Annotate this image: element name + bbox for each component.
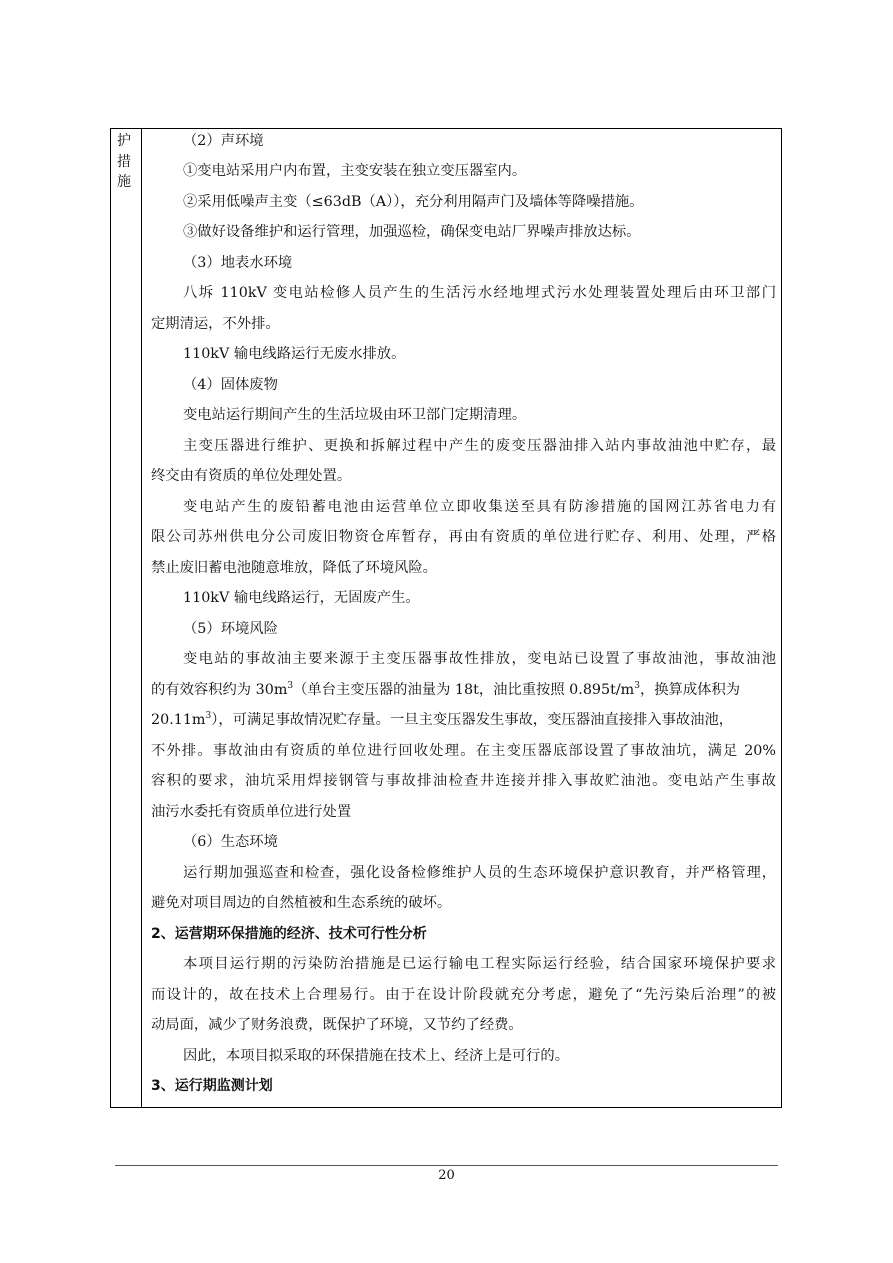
section-heading-water: （3）地表水环境 bbox=[183, 255, 293, 271]
paragraph-line: 油污水委托有资质单位进行处置 bbox=[151, 804, 352, 820]
paragraph-line: 变电站运行期间产生的生活垃圾由环卫部门定期清理。 bbox=[183, 407, 527, 423]
paragraph-line: 而设计的，故在技术上合理易行。由于在设计阶段就充分考虑，避免了“先污染后治理”的被 bbox=[151, 987, 776, 1003]
paragraph-line: 110kV 输电线路运行无废水排放。 bbox=[183, 346, 406, 362]
paragraph-line: 动局面，减少了财务浪费，既保护了环境，又节约了经费。 bbox=[151, 1017, 523, 1033]
section-heading-solid: （4）固体废物 bbox=[183, 377, 278, 393]
paragraph-line: ③做好设备维护和运行管理，加强巡检，确保变电站厂界噪声排放达标。 bbox=[183, 224, 641, 240]
content-table bbox=[110, 128, 782, 1108]
side-label-char: 措 bbox=[117, 154, 131, 170]
section-heading-noise: （2）声环境 bbox=[183, 133, 264, 149]
paragraph-line: 110kV 输电线路运行，无固废产生。 bbox=[183, 590, 420, 606]
paragraph-line: 运行期加强巡查和检查，强化设备检修维护人员的生态环境保护意识教育，并严格管理， bbox=[183, 865, 776, 881]
paragraph-line: 限公司苏州供电分公司废旧物资仓库暂存，再由有资质的单位进行贮存、利用、处理，严格 bbox=[151, 529, 776, 545]
paragraph-line: ①变电站采用户内布置，主变安装在独立变压器室内。 bbox=[183, 163, 527, 179]
paragraph-line: $20.11m^3$），可满足事故情况贮存量。一旦主变压器发生事故，变压器油直接排入事故油池， bbox=[151, 711, 734, 728]
section-heading-risk: （5）环境风险 bbox=[183, 621, 278, 637]
paragraph-line: 禁止废旧蓄电池随意堆放，降低了环境风险。 bbox=[151, 560, 437, 576]
side-label-char: 护 bbox=[117, 133, 131, 149]
paragraph-line: 本项目运行期的污染防治措施是已运行输电工程实际运行经验，结合国家环境保护要求 bbox=[183, 956, 776, 972]
paragraph-line: 避免对项目周边的自然植被和生态系统的破坏。 bbox=[151, 895, 452, 911]
paragraph-line: 的有效容积约为 $30m^3$（单台主变压器的油量为 18t，油比重按照 $0.895t/m^3$，换算成体积为 bbox=[151, 681, 741, 698]
paragraph-line: 容积的要求，油坑采用焊接钢管与事故排油检查井连接并排入事故贮油池。变电站产生事故 bbox=[151, 773, 776, 789]
side-label-cell bbox=[111, 129, 142, 1107]
side-label-char: 施 bbox=[117, 174, 131, 190]
paragraph-line: 不外排。事故油由有资质的单位进行回收处理。在主变压器底部设置了事故油坑，满足 20% bbox=[151, 743, 776, 759]
heading-feasibility: 2、运营期环保措施的经济、技术可行性分析 bbox=[151, 926, 427, 942]
paragraph-line: 变电站产生的废铅蓄电池由运营单位立即收集送至具有防渗措施的国网江苏省电力有 bbox=[183, 499, 776, 515]
footer-divider bbox=[115, 1165, 778, 1166]
page-number: 20 bbox=[438, 1168, 455, 1183]
paragraph-line: 终交由有资质的单位处理处置。 bbox=[151, 468, 352, 484]
paragraph-line: 八坼 110kV 变电站检修人员产生的生活污水经地埋式污水处理装置处理后由环卫部门 bbox=[183, 285, 776, 301]
paragraph-line: 因此，本项目拟采取的环保措施在技术上、经济上是可行的。 bbox=[183, 1048, 570, 1064]
paragraph-line: 主变压器进行维护、更换和拆解过程中产生的废变压器油排入站内事故油池中贮存，最 bbox=[183, 438, 776, 454]
paragraph-line: ②采用低噪声主变（≤63dB（A）），充分利用隔声门及墙体等降噪措施。 bbox=[183, 194, 644, 210]
section-heading-eco: （6）生态环境 bbox=[183, 834, 278, 850]
heading-monitoring: 3、运行期监测计划 bbox=[151, 1078, 273, 1094]
paragraph-line: 定期清运，不外排。 bbox=[151, 316, 280, 332]
paragraph-line: 变电站的事故油主要来源于主变压器事故性排放，变电站已设置了事故油池，事故油池 bbox=[183, 651, 776, 667]
